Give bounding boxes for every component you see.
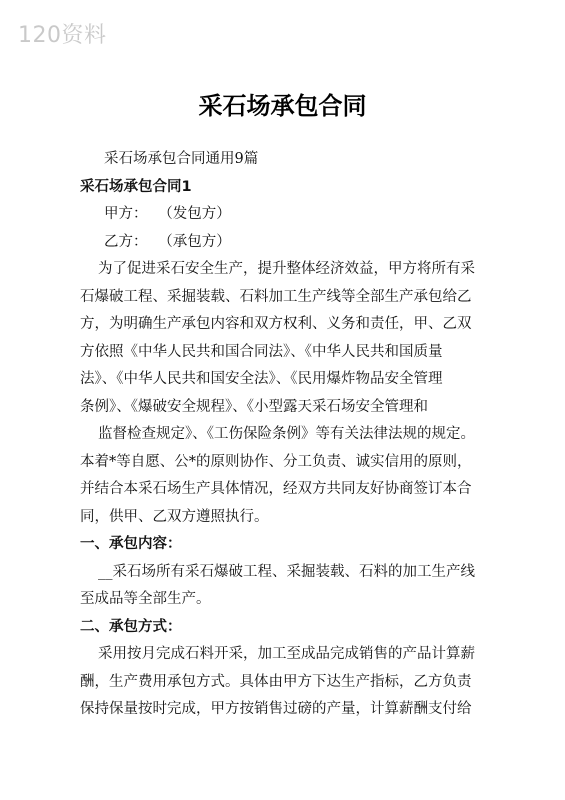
paragraph-line: 监督检查规定》、《工伤保险条例》等有关法律法规的规定。 xyxy=(98,426,475,442)
paragraph-line: 为了促进采石安全生产，提升整体经济效益，甲方将所有采 xyxy=(98,261,475,277)
paragraph-line: 采用按月完成石料开采，加工至成品完成销售的产品计算薪 xyxy=(98,646,475,662)
paragraph-line: 酬，生产费用承包方式。具体由甲方下达生产指标，乙方负责 xyxy=(80,673,472,690)
party-b-label: 乙方： xyxy=(104,233,148,250)
paragraph-line: 保持保量按时完成，甲方按销售过磅的产量，计算薪酬支付给 xyxy=(80,701,472,717)
party-a-value: （发包方） xyxy=(165,206,231,222)
paragraph-contract-method xyxy=(80,641,486,724)
paragraph-line: 本着*等自愿、公*的原则协作、分工负责、诚实信用的原则， xyxy=(80,453,472,470)
party-a-label: 甲方： xyxy=(104,206,148,222)
document-body xyxy=(80,146,486,724)
paragraph-line: 同，供甲、乙双方遵照执行。 xyxy=(80,508,269,525)
document-subtitle: 采石场承包合同通用9篇 xyxy=(104,151,259,167)
heading-contract-method: 二、承包方式： xyxy=(80,618,182,635)
section-heading: 采石场承包合同1 xyxy=(80,178,192,195)
document-title: 采石场承包合同 xyxy=(198,92,367,120)
heading-contract-content: 一、承包内容： xyxy=(80,536,182,552)
paragraph-line: 法》、《中华人民共和国安全法》、《民用爆炸物品安全管理 xyxy=(80,371,443,387)
paragraph-contract-content xyxy=(80,559,486,614)
paragraph-line: 至成品等全部生产。 xyxy=(80,591,211,607)
paragraph-line: 石爆破工程、采掘装载、石料加工生产线等全部生产承包给乙 xyxy=(80,288,472,305)
party-b-value: （承包方） xyxy=(165,233,231,250)
paragraph-purpose xyxy=(80,256,486,531)
paragraph-line: 方，为明确生产承包内容和双方权利、义务和责任，甲、乙双 xyxy=(80,316,472,332)
paragraph-line: 并结合本采石场生产具体情况，经双方共同友好协商签订本合 xyxy=(80,481,472,497)
paragraph-line: 条例》、《爆破安全规程》、《小型露天采石场安全管理和 xyxy=(80,398,428,415)
paragraph-line: __采石场所有采石爆破工程、采掘装载、石料的加工生产线 xyxy=(98,563,475,580)
paragraph-line: 方依照《中华人民共和国合同法》、《中华人民共和国质量 xyxy=(80,343,443,360)
party-b-line xyxy=(104,229,486,257)
watermark-logo: 120资料 xyxy=(18,23,107,48)
party-a-line xyxy=(104,201,486,229)
